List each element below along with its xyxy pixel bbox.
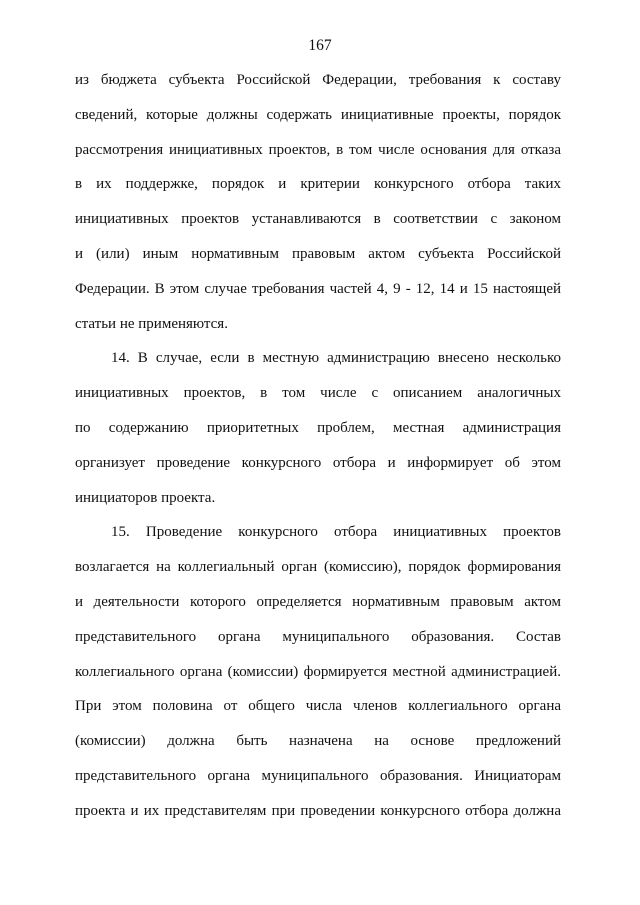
text-line: в их поддержке, порядок и критерии конкурсного отбора таких bbox=[75, 176, 561, 193]
text-line: Федерации. В этом случае требования частей 4, 9 - 12, 14 и 15 настоящей bbox=[75, 280, 561, 297]
text-line: и деятельности которого определяется нормативным правовым актом bbox=[75, 593, 561, 610]
text-line: из бюджета субъекта Российской Федерации, требования к составу bbox=[75, 72, 561, 88]
text-line: организует проведение конкурсного отбора и информирует об этом bbox=[75, 454, 561, 471]
text-line: представительного органа муниципального образования. Состав bbox=[75, 628, 561, 645]
text-line: (комиссии) должна быть назначена на основе предложений bbox=[75, 733, 561, 750]
text-line: по содержанию приоритетных проблем, местная администрация bbox=[75, 419, 561, 436]
text-line: 15. Проведение конкурсного отбора инициативных проектов bbox=[111, 524, 561, 541]
text-line: статьи не применяются. bbox=[75, 315, 228, 332]
text-line: инициаторов проекта. bbox=[75, 489, 216, 506]
paragraph-continuation bbox=[75, 63, 561, 341]
text-line: рассмотрения инициативных проектов, в том числе основания для отказа bbox=[75, 141, 561, 158]
text-line: коллегиального органа (комиссии) формируется местной администрацией. bbox=[75, 663, 561, 680]
text-line: и (или) иным нормативным правовым актом субъекта Российской bbox=[75, 245, 561, 262]
page-number: 167 bbox=[308, 37, 332, 54]
text-line: инициативных проектов устанавливаются в соответствии с законом bbox=[75, 211, 561, 228]
paragraph-item-14 bbox=[75, 341, 561, 515]
text-line: проекта и их представителям при проведении конкурсного отбора должна bbox=[75, 802, 561, 819]
text-line: представительного органа муниципального образования. Инициаторам bbox=[75, 767, 561, 784]
text-line: сведений, которые должны содержать инициативные проекты, порядок bbox=[75, 106, 561, 123]
text-line: При этом половина от общего числа членов коллегиального органа bbox=[75, 698, 561, 715]
paragraph-item-15 bbox=[75, 515, 561, 828]
body-text bbox=[75, 63, 561, 829]
text-line: возлагается на коллегиальный орган (комиссию), порядок формирования bbox=[75, 559, 561, 576]
text-line: 14. В случае, если в местную администрацию внесено несколько bbox=[111, 350, 561, 367]
text-line: инициативных проектов, в том числе с описанием аналогичных bbox=[75, 385, 561, 402]
